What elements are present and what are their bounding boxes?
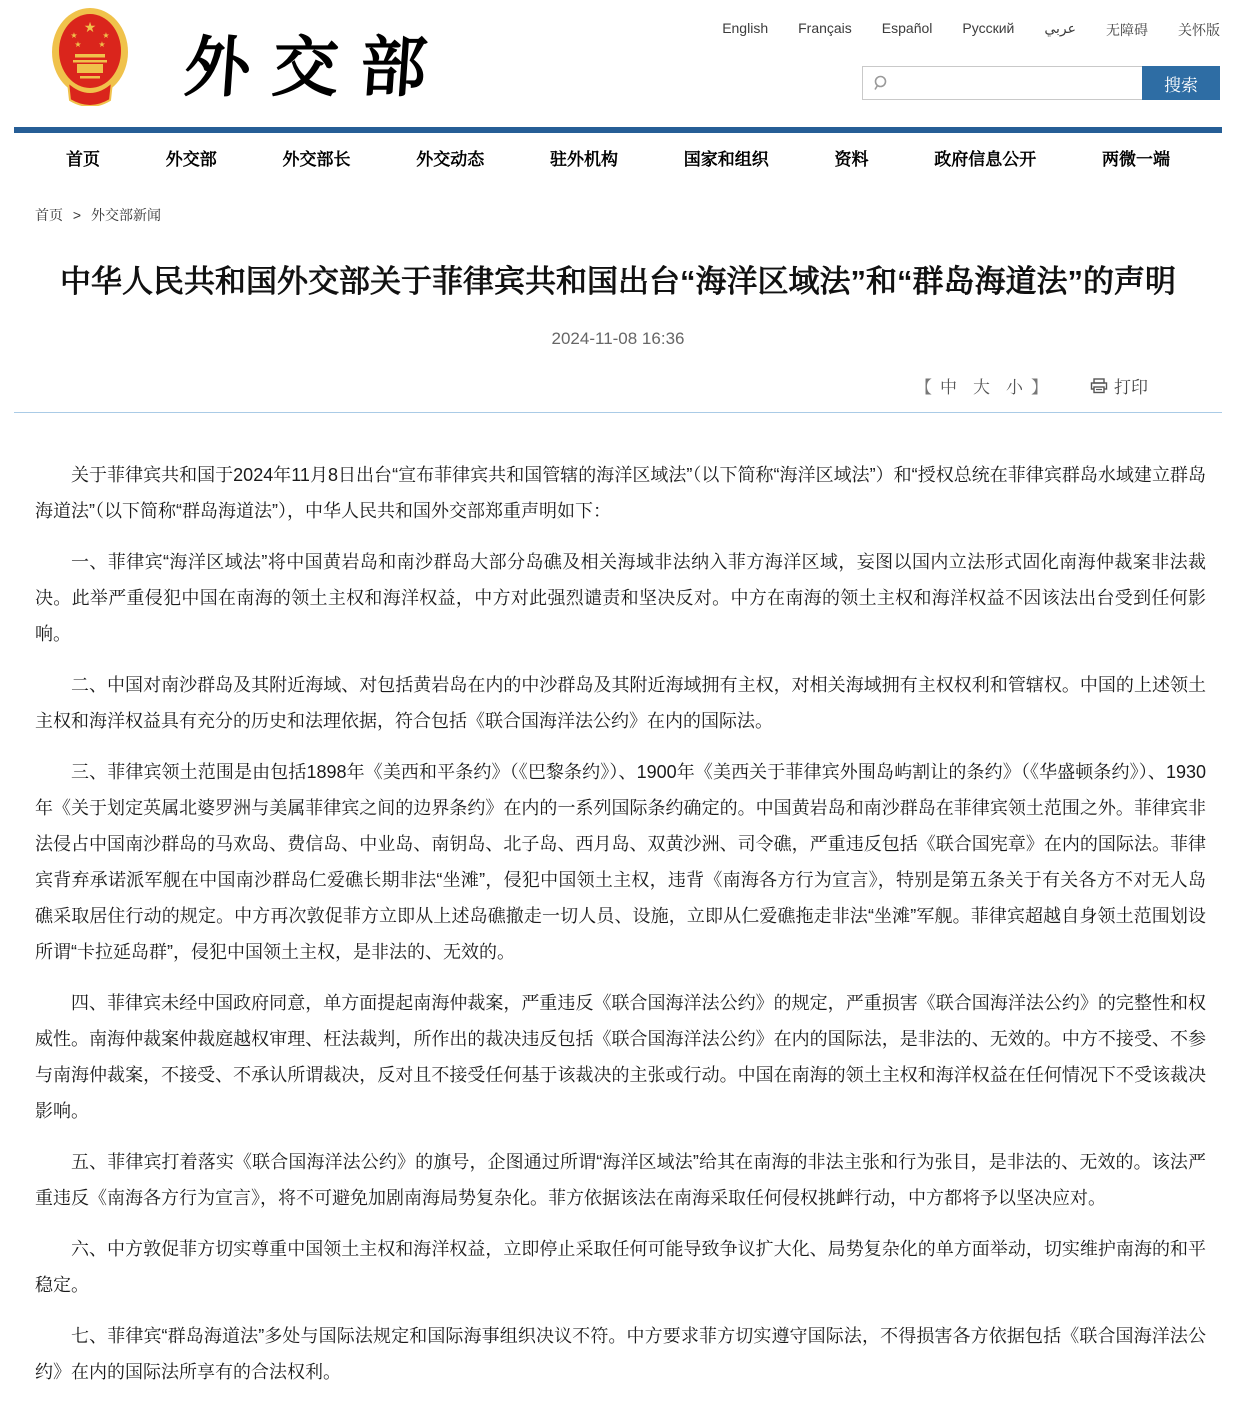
nav-item-resources[interactable]: 资料 — [834, 149, 869, 169]
svg-text:★: ★ — [102, 31, 110, 40]
print-button[interactable] — [1090, 373, 1148, 398]
paragraph-intro: 关于菲律宾共和国于2024年11月8日出台“宣布菲律宾共和国管辖的海洋区域法”（以下简称“海洋区域法”）和“授权总统在菲律宾群岛水域建立群岛海道法”（以下简称“群岛海道法”），中华人民共和国外交部郑重声明如下： — [35, 465, 1206, 521]
printer-icon — [1090, 378, 1108, 394]
svg-text:★: ★ — [74, 40, 82, 49]
font-size-bracket-open: 【 — [915, 378, 932, 397]
paragraph-1: 一、菲律宾“海洋区域法”将中国黄岩岛和南沙群岛大部分岛礁及相关海域非法纳入菲方海洋区域，妄图以国内立法形式固化南海仲裁案非法裁决。此举严重侵犯中国在南海的领土主权和海洋权益，中方对此强烈谴责和坚决反对。中方在南海的领土主权和海洋权益不因该法出台受到任何影响。 — [35, 552, 1206, 644]
search-input[interactable] — [898, 68, 1142, 98]
nav-item-gov-info-disclosure[interactable]: 政府信息公开 — [934, 149, 1037, 169]
lang-russian[interactable]: Русский — [962, 20, 1015, 36]
breadcrumb-home[interactable]: 首页 — [35, 207, 63, 223]
paragraph-2: 二、中国对南沙群岛及其附近海域、对包括黄岩岛在内的中沙群岛及其附近海域拥有主权，对相关海域拥有主权权利和管辖权。中国的上述领土主权和海洋权益具有充分的历史和法理依据，符合包括《联合国海洋法公约》在内的国际法。 — [35, 675, 1206, 731]
font-size-bracket-close: 】 — [1031, 378, 1048, 397]
font-size-medium-button[interactable]: 中 — [940, 378, 957, 397]
main-nav — [14, 133, 1222, 181]
search-row — [660, 66, 1220, 100]
paragraph-6: 六、中方敦促菲方切实尊重中国领土主权和海洋权益，立即停止采取任何可能导致争议扩大化、局势复杂化的单方面举动，切实维护南海的和平稳定。 — [35, 1239, 1206, 1295]
search-box — [862, 66, 1142, 100]
nav-item-countries-organizations[interactable]: 国家和组织 — [683, 149, 769, 169]
publish-date: 2024-11-08 16:36 — [551, 329, 685, 348]
print-label: 打印 — [1114, 378, 1148, 397]
svg-text:★: ★ — [83, 19, 97, 35]
paragraph-7: 七、菲律宾“群岛海道法”多处与国际法规定和国际海事组织决议不符。中方要求菲方切实遵守国际法，不得损害各方依据包括《联合国海洋法公约》在内的国际法所享有的合法权利。 — [35, 1326, 1206, 1382]
lang-french[interactable]: Français — [798, 20, 852, 36]
font-size-small-button[interactable]: 小 — [1006, 378, 1023, 397]
nav-item-weibo-wechat[interactable]: 两微一端 — [1102, 149, 1170, 169]
article-body — [0, 413, 1236, 1390]
paragraph-3: 三、菲律宾领土范围是由包括1898年《美西和平条约》（《巴黎条约》）、1900年《美西关于菲律宾外围岛屿割让的条约》（《华盛顿条约》）、1930年《关于划定英属北婆罗洲与美属菲律宾之间的边界条约》在内的一系列国际条约确定的。中国黄岩岛和南沙群岛在菲律宾领土范围之外。菲律宾非法侵占中国南沙群岛的马欢岛、费信岛、中业岛、南钥岛、北子岛、西月岛、双黄沙洲、司令礁，严重违反包括《联合国宪章》在内的国际法。菲律宾背弃承诺派军舰在中国南沙群岛仁爱礁长期非法“坐滩”，侵犯中国领土主权，违背《南海各方行为宣言》，特别是第五条关于有关各方不对无人岛礁采取居住行动的规定。中方再次敦促菲方立即从上述岛礁撤走一切人员、设施，立即从仁爱礁拖走非法“坐滩”军舰。菲律宾超越自身领土范围划设所谓“卡拉延岛群”，侵犯中国领土主权，是非法的、无效的。 — [35, 762, 1206, 962]
nav-item-minister[interactable]: 外交部长 — [282, 149, 351, 169]
breadcrumb-separator: > — [72, 207, 82, 223]
lang-care-version[interactable]: 关怀版 — [1178, 22, 1220, 38]
search-icon — [873, 75, 890, 92]
site-header — [0, 0, 1236, 127]
national-emblem-icon — [50, 6, 130, 106]
font-size-large-button[interactable]: 大 — [973, 378, 990, 397]
nav-item-diplomatic-activities[interactable]: 外交动态 — [416, 149, 485, 169]
article-main — [0, 257, 1236, 1390]
svg-text:★: ★ — [70, 31, 78, 40]
lang-accessibility[interactable]: 无障碍 — [1106, 22, 1148, 38]
lang-arabic[interactable]: عربي — [1044, 20, 1076, 36]
logo-area[interactable] — [50, 6, 452, 109]
page-title: 中华人民共和国外交部关于菲律宾共和国出台“海洋区域法”和“群岛海道法”的声明 — [60, 264, 1176, 299]
article-controls — [0, 373, 1236, 398]
lang-spanish[interactable]: Español — [881, 20, 933, 36]
ministry-calligraphy-logo: 外交部 — [181, 28, 452, 106]
nav-item-missions-abroad[interactable]: 驻外机构 — [550, 149, 618, 169]
nav-item-ministry[interactable]: 外交部 — [165, 149, 217, 169]
paragraph-5: 五、菲律宾打着落实《联合国海洋法公约》的旗号，企图通过所谓“海洋区域法”给其在南海的非法主张和行为张目，是非法的、无效的。该法严重违反《南海各方行为宣言》，将不可避免加剧南海局势复杂化。菲方依据该法在南海采取任何侵权挑衅行动，中方都将予以坚决应对。 — [35, 1152, 1206, 1208]
nav-item-home[interactable]: 首页 — [66, 149, 100, 169]
search-button[interactable]: 搜索 — [1142, 66, 1220, 100]
paragraph-4: 四、菲律宾未经中国政府同意，单方面提起南海仲裁案，严重违反《联合国海洋法公约》的规定，严重损害《联合国海洋法公约》的完整性和权威性。南海仲裁案仲裁庭越权审理、枉法裁判，所作出的裁决违反包括《联合国海洋法公约》在内的国际法，是非法的、无效的。中方不接受、不参与南海仲裁案，不接受、不承认所谓裁决，反对且不接受任何基于该裁决的主张或行动。中国在南海的领土主权和海洋权益在任何情况下不受该裁决影响。 — [35, 993, 1206, 1121]
breadcrumb — [35, 205, 1222, 225]
svg-text:★: ★ — [98, 40, 106, 49]
breadcrumb-current[interactable]: 外交部新闻 — [90, 207, 161, 223]
header-right — [660, 0, 1220, 100]
language-links — [660, 0, 1220, 40]
lang-english[interactable]: English — [722, 20, 769, 36]
